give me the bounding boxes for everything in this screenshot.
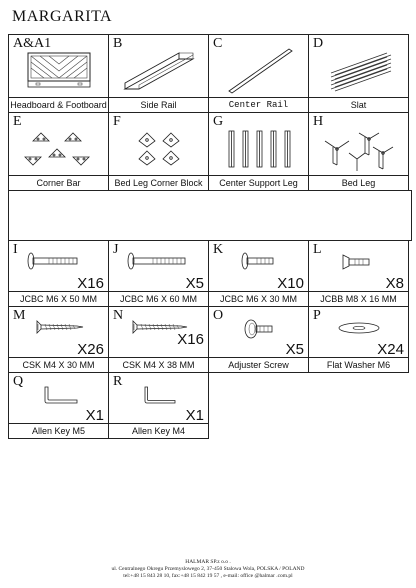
part-label-h: Bed Leg xyxy=(308,175,409,191)
footer-address: ul. Centralnego Okregu Przemyslowego 2, 37-450 Stalowa Wola, POLSKA / POLAND xyxy=(111,566,305,572)
part-letter: B xyxy=(113,36,123,51)
hardware-row-2 xyxy=(8,306,415,357)
part-cell-b xyxy=(108,34,209,98)
hardware-label-r: Allen Key M4 xyxy=(108,423,209,439)
part-cell-e xyxy=(8,112,109,176)
hardware-label-l: JCBB M8 X 16 MM xyxy=(308,291,409,307)
part-cell-d xyxy=(308,34,409,98)
part-label-a: Headboard & Footboard xyxy=(8,97,109,113)
hardware-letter: I xyxy=(13,242,18,257)
hardware-letter: O xyxy=(213,308,224,323)
footer-contact: tel:+48 15 843 28 10, fax:+48 15 842 19 57 , e-mail: office @halmar .com.pl xyxy=(123,573,293,579)
footer-company: HALMAR SP.z o.o . xyxy=(185,559,231,565)
hardware-quantity: X10 xyxy=(277,275,304,292)
parts-grid xyxy=(8,34,415,438)
hardware-label-i: JCBC M6 X 50 MM xyxy=(8,291,109,307)
corner-bar-illustration xyxy=(9,127,108,171)
company-footer xyxy=(0,559,416,580)
hardware-label-o: Adjuster Screw xyxy=(208,357,309,373)
hardware-cell-p xyxy=(308,306,409,358)
center-support-leg-illustration xyxy=(209,125,308,173)
part-label-f: Bed Leg Corner Block xyxy=(108,175,209,191)
parts-row-2 xyxy=(8,112,415,175)
center-rail-illustration xyxy=(209,45,308,95)
hardware-label-k: JCBC M6 X 30 MM xyxy=(208,291,309,307)
hardware-quantity: X1 xyxy=(85,407,104,424)
hardware-quantity: X1 xyxy=(185,407,204,424)
hardware-quantity: X26 xyxy=(77,341,104,358)
hardware-label-n: CSK M4 X 38 MM xyxy=(108,357,209,373)
part-letter: C xyxy=(213,36,223,51)
headboard-illustration xyxy=(9,49,108,91)
hardware-letter: J xyxy=(113,242,119,257)
part-cell-h xyxy=(308,112,409,176)
hardware-cell-k xyxy=(208,240,309,292)
hardware-letter: P xyxy=(313,308,321,323)
part-letter: E xyxy=(13,114,22,129)
parts-row-1 xyxy=(8,34,415,97)
hardware-cell-o xyxy=(208,306,309,358)
hardware-label-row-1 xyxy=(8,291,415,306)
allen-key-icon xyxy=(9,383,108,407)
hardware-letter: N xyxy=(113,308,124,323)
part-label-b: Side Rail xyxy=(108,97,209,113)
hardware-cell-l xyxy=(308,240,409,292)
bolt-icon xyxy=(309,253,408,271)
hardware-quantity: X8 xyxy=(385,275,404,292)
hardware-label-j: JCBC M6 X 60 MM xyxy=(108,291,209,307)
part-label-c: Center Rail xyxy=(208,97,309,113)
corner-block-illustration xyxy=(109,127,208,171)
hardware-quantity: X16 xyxy=(77,275,104,292)
blank-section xyxy=(8,190,412,241)
part-cell-f xyxy=(108,112,209,176)
hardware-quantity: X24 xyxy=(377,341,404,358)
side-rail-illustration xyxy=(109,49,208,95)
adjuster-screw-icon xyxy=(209,317,308,341)
parts-label-row-1 xyxy=(8,97,415,112)
bolt-icon xyxy=(9,251,108,271)
part-label-e: Corner Bar xyxy=(8,175,109,191)
hardware-cell-m xyxy=(8,306,109,358)
hardware-letter: K xyxy=(213,242,224,257)
hardware-letter: R xyxy=(113,374,123,389)
hardware-row-3 xyxy=(8,372,415,423)
hardware-label-q: Allen Key M5 xyxy=(8,423,109,439)
hardware-cell-i xyxy=(8,240,109,292)
hardware-letter: L xyxy=(313,242,322,257)
bolt-icon xyxy=(109,251,208,271)
part-letter: G xyxy=(213,114,224,129)
document-title: MARGARITA xyxy=(12,8,113,25)
hardware-label-p: Flat Washer M6 xyxy=(308,357,409,373)
hardware-label-row-2 xyxy=(8,357,415,372)
screw-icon xyxy=(9,319,108,335)
part-label-d: Slat xyxy=(308,97,409,113)
hardware-cell-r xyxy=(108,372,209,424)
washer-icon xyxy=(309,321,408,335)
part-letter: H xyxy=(313,114,324,129)
slat-illustration xyxy=(309,49,408,93)
hardware-cell-q xyxy=(8,372,109,424)
hardware-letter: Q xyxy=(13,374,24,389)
part-cell-g xyxy=(208,112,309,176)
hardware-cell-n xyxy=(108,306,209,358)
allen-key-icon xyxy=(109,383,208,407)
hardware-letter: M xyxy=(13,308,26,323)
hardware-cell-j xyxy=(108,240,209,292)
bolt-icon xyxy=(209,251,308,271)
hardware-quantity: X5 xyxy=(285,341,304,358)
bed-leg-illustration xyxy=(309,125,408,173)
hardware-label-m: CSK M4 X 30 MM xyxy=(8,357,109,373)
hardware-quantity: X16 xyxy=(177,331,204,348)
part-label-g: Center Support Leg xyxy=(208,175,309,191)
part-letter: D xyxy=(313,36,324,51)
part-cell-a xyxy=(8,34,109,98)
hardware-quantity: X5 xyxy=(185,275,204,292)
part-letter: F xyxy=(113,114,121,129)
hardware-row-1 xyxy=(8,240,415,291)
part-letter: A&A1 xyxy=(13,36,52,51)
part-cell-c xyxy=(208,34,309,98)
parts-label-row-2 xyxy=(8,175,415,190)
hardware-label-row-3 xyxy=(8,423,415,438)
